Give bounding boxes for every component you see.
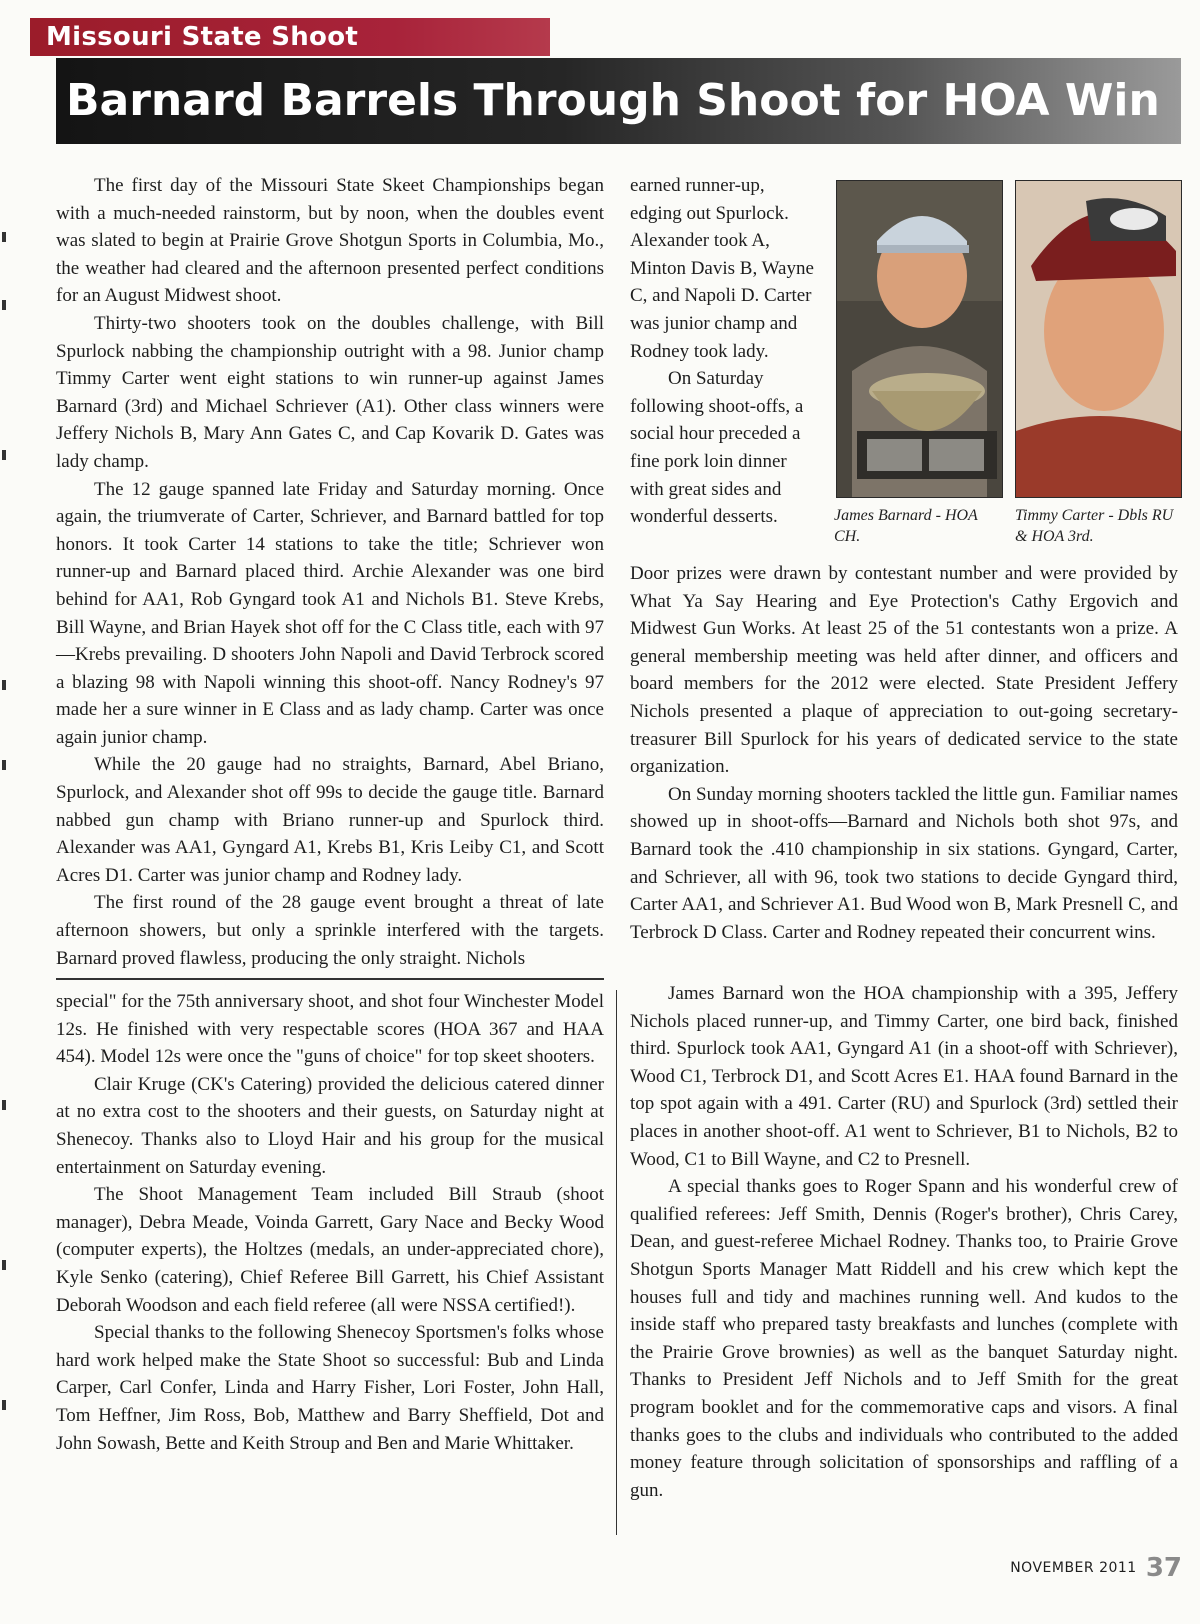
body-paragraph: special" for the 75th anniversary shoot, and shot four Winchester Model 12s. He finished with very respectable scores (HOA 367 and HAA 454). Model 12s were once the "guns of choice" for top skeet shooters. [56,991,604,1068]
body-paragraph: A special thanks goes to Roger Spann and his wonderful crew of qualified referees: Jeff Smith, Dennis (Roger's brother), Chris Carey, Dean, and guest-referee Michael Rodney. Thanks too, to Prairie Grove Shotgun Sports Manager Matt Riddell and his crew which kept the houses full and tidy and machines running well. And kudos to the inside staff who prepared tasty breakfasts and lunches (complete with the Prairie Grove brownies) as well as the banquet Saturday night. Thanks to President Jeff Nichols and to Jeff Smith for the great program booklet and for the commemorative caps and visors. A final thanks goes to the clubs and individuals who contributed to the added money feature through solicitation of sponsorships and raffling of a gun. [630,1176,1178,1501]
right-column-upper-continuation [630,560,1178,946]
body-paragraph: Special thanks to the following Shenecoy Sportsmen's folks whose hard work helped make the State Shoot so successful: Bub and Linda Carper, Carl Confer, Linda and Harry Fisher, Lori Foster, John Hall, Tom Heffner, Jim Ross, Bob, Matthew and Barry Sheffield, Dot and John Sowash, Bette and Keith Stroup and Ben and Marie Whittaker. [56,1322,604,1454]
body-paragraph: The first round of the 28 gauge event brought a threat of late afternoon showers, but only a sprinkle interfered with the targets. Barnard proved flawless, producing the only straight. Nichols [56,892,604,969]
issue-date: NOVEMBER 2011 [1010,1560,1137,1576]
page-folio [1010,1553,1182,1583]
body-paragraph: While the 20 gauge had no straights, Barnard, Abel Briano, Spurlock, and Alexander shot off 99s to decide the gauge title. Barnard nabbed gun champ with Briano runner-up and Spurlock third. Alexander was AA1, Gyngard A1, Krebs B1, Kris Leiby C1, and Scott Acres D1. Carter was junior champ and Rodney lady. [56,754,604,886]
body-paragraph: James Barnard won the HOA championship with a 395, Jeffery Nichols placed runner-up, and Timmy Carter, one bird back, finished third. Spurlock took AA1, Gyngard A1 (in a shoot-off with Schriever), Wood C1, Terbrock D1, and Scott Acres E1. HAA found Barnard in the top spot again with a 491. Carter (RU) and Spurlock (3rd) settled their places in another shoot-off. A1 went to Schriever, B1 to Nichols, B2 to Wood, C1 to Bill Wayne, and C2 to Presnell. [630,983,1178,1170]
scan-edge-mark [2,760,6,770]
photo-james-barnard-image [837,181,1002,497]
body-paragraph: The Shoot Management Team included Bill Straub (shoot manager), Debra Meade, Voinda Garrett, Gary Nace and Becky Wood (computer experts), the Holtzes (medals, an under-appreciated chore), Kyle Senko (catering), Chief Referee Bill Garrett, his Chief Assistant Deborah Woodson and each field referee (all were NSSA certified!). [56,1184,604,1316]
scan-edge-mark [2,232,6,242]
scan-edge-mark [2,1400,6,1410]
photo-timmy-carter [1015,180,1182,498]
right-column-lower [630,980,1178,1504]
body-paragraph: Thirty-two shooters took on the doubles challenge, with Bill Spurlock nabbing the championship outright with a 98. Junior champ Timmy Carter went eight stations to win runner-up against James Barnard (3rd) and Michael Schriever (A1). Other class winners were Jeffery Nichols B, Mary Ann Gates C, and Cap Kovarik D. Gates was lady champ. [56,312,604,472]
photo-caption: James Barnard - HOA CH. [834,507,978,545]
body-paragraph: The first day of the Missouri State Skeet Championships began with a much-needed rainstorm, but by noon, when the doubles event was slated to begin at Prairie Grove Shotgun Sports in Columbia, Mo., the weather had cleared and the afternoon presented perfect conditions for an August Midwest shoot. [56,175,604,307]
body-paragraph: On Saturday following shoot-offs, a social hour preceded a fine pork loin dinner with great sides and wonderful desserts. [630,368,804,528]
photo-james-barnard [836,180,1003,498]
page-number: 37 [1145,1553,1182,1583]
column-rule [616,990,617,1535]
left-column-lower [56,988,604,1457]
scan-edge-mark [2,450,6,460]
body-paragraph: Door prizes were drawn by contestant number and were provided by What Ya Say Hearing and Eye Protection's Cathy Ergovich and Midwest Gun Works. At least 25 of the 51 contestants won a prize. A general membership meeting was held after dinner, and officers and board members for the 2012 were elected. State President Jeffery Nichols presented a plaque of appreciation to out-going secretary-treasurer Bill Spurlock for his years of dedicated service to the state organization. [630,563,1178,778]
scan-edge-mark [2,680,6,690]
section-divider [56,978,604,980]
scan-edge-mark [2,1100,6,1110]
body-paragraph: earned runner-up, edging out Spurlock. Alexander took A, Minton Davis B, Wayne C, and Napoli D. Carter was junior champ and Rodney took lady. [630,175,814,362]
scan-edge-mark [2,300,6,310]
scan-edge-mark [2,1260,6,1270]
body-paragraph: The 12 gauge spanned late Friday and Saturday morning. Once again, the triumverate of Carter, Schriever, and Barnard battled for top honors. It took Carter 14 stations to take the title; Schriever won runner-up and Barnard placed third. Archie Alexander was one bird behind for AA1, Rob Gyngard took A1 and Nichols B1. Steve Krebs, Bill Wayne, and Brian Hayek shot off for the C Class title, each with 97—Krebs prevailing. D shooters John Napoli and David Terbrock scored a blazing 98 with Napoli winning this shoot-off. Nancy Rodney's 97 made her a sure winner in E Class and as lady champ. Carter was once again junior champ. [56,478,604,748]
body-paragraph: On Sunday morning shooters tackled the little gun. Familiar names showed up in shoot-offs—Barnard and Nichols both shot 97s, and Barnard took the .410 championship in six stations. Gyngard, Carter, and Schriever, all with 96, took two stations to decide Gyngard third, Carter AA1, and Schriever A1. Bud Wood won B, Mark Presnell C, and Terbrock D Class. Carter and Rodney repeated their concurrent wins. [630,783,1178,943]
body-paragraph: Clair Kruge (CK's Catering) provided the delicious catered dinner at no extra cost to the shooters and their guests, on Saturday night at Shenecoy. Thanks also to Lloyd Hair and his group for the musical entertainment on Saturday evening. [56,1073,604,1178]
photo-caption: Timmy Carter - Dbls RU & HOA 3rd. [1015,507,1174,545]
section-tag: Missouri State Shoot [30,18,550,56]
photo-timmy-carter-image [1016,181,1181,497]
left-column-upper [56,172,604,972]
headline: Barnard Barrels Through Shoot for HOA Win [56,58,1181,144]
right-column-narrow [630,172,820,531]
